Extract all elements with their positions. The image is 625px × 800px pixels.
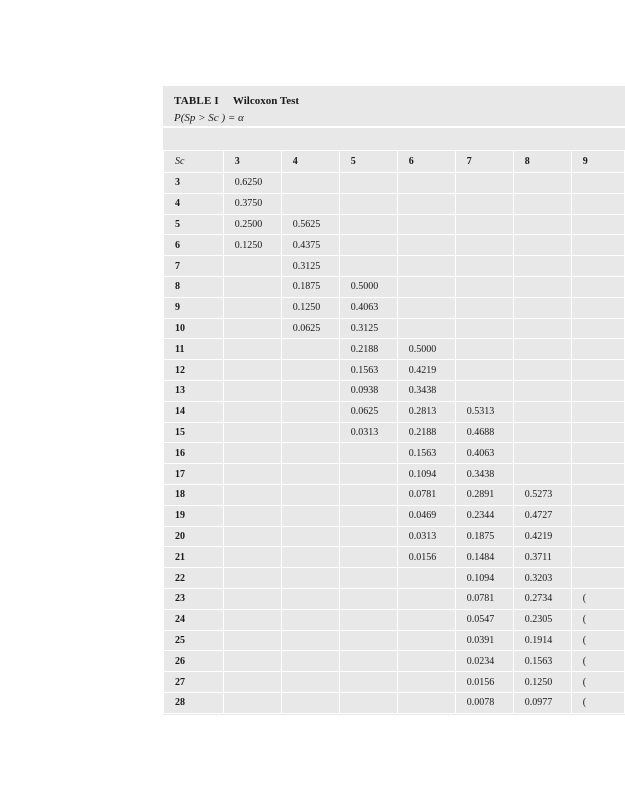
probability-cell — [571, 547, 624, 568]
table-body — [164, 173, 625, 714]
probability-cell — [339, 256, 397, 277]
probability-cell — [339, 235, 397, 256]
probability-cell — [397, 588, 455, 609]
table-row — [164, 318, 625, 339]
probability-cell: 0.4219 — [513, 526, 571, 547]
probability-cell: 0.0938 — [339, 380, 397, 401]
column-header: 9 — [571, 151, 624, 173]
probability-cell — [513, 256, 571, 277]
probability-cell — [397, 256, 455, 277]
probability-cell — [455, 256, 513, 277]
probability-cell: 0.2188 — [339, 339, 397, 360]
probability-cell: 0.0625 — [281, 318, 339, 339]
probability-cell — [455, 380, 513, 401]
probability-cell — [513, 360, 571, 381]
sc-cell: 5 — [164, 214, 224, 235]
table-label: TABLE I — [174, 95, 219, 107]
probability-cell: 0.2813 — [397, 401, 455, 422]
sc-cell: 3 — [164, 173, 224, 194]
table-row — [164, 360, 625, 381]
probability-cell — [281, 547, 339, 568]
sc-cell: 10 — [164, 318, 224, 339]
sc-cell: 24 — [164, 609, 224, 630]
sc-cell: 8 — [164, 276, 224, 297]
probability-cell: 0.3203 — [513, 568, 571, 589]
probability-cell — [281, 672, 339, 693]
probability-cell: 0.1563 — [513, 651, 571, 672]
column-header: 7 — [455, 151, 513, 173]
table-row — [164, 526, 625, 547]
probability-cell: 0.0078 — [455, 692, 513, 713]
probability-cell — [281, 588, 339, 609]
probability-cell — [339, 547, 397, 568]
sc-cell: 12 — [164, 360, 224, 381]
probability-cell: 0.0977 — [513, 692, 571, 713]
probability-cell — [571, 443, 624, 464]
probability-cell: 0.1250 — [281, 297, 339, 318]
sc-cell: 4 — [164, 193, 224, 214]
probability-cell — [281, 651, 339, 672]
probability-cell — [281, 568, 339, 589]
probability-cell — [513, 193, 571, 214]
probability-cell — [223, 692, 281, 713]
probability-cell: 0.4219 — [397, 360, 455, 381]
probability-cell — [339, 672, 397, 693]
table-row — [164, 443, 625, 464]
table-row — [164, 380, 625, 401]
probability-cell: 0.1914 — [513, 630, 571, 651]
probability-cell: 0.0156 — [455, 672, 513, 693]
probability-cell — [455, 339, 513, 360]
probability-cell — [571, 339, 624, 360]
column-header: 8 — [513, 151, 571, 173]
sc-cell: 19 — [164, 505, 224, 526]
sc-cell: 11 — [164, 339, 224, 360]
probability-cell — [513, 173, 571, 194]
probability-cell — [281, 464, 339, 485]
probability-cell — [223, 297, 281, 318]
probability-cell: 0.1563 — [397, 443, 455, 464]
probability-cell — [339, 609, 397, 630]
probability-cell — [281, 505, 339, 526]
probability-cell: 0.3125 — [281, 256, 339, 277]
column-header: 4 — [281, 151, 339, 173]
table-row — [164, 422, 625, 443]
table-row — [164, 547, 625, 568]
probability-cell — [339, 588, 397, 609]
table-row — [164, 568, 625, 589]
probability-cell — [513, 380, 571, 401]
probability-cell — [223, 609, 281, 630]
sc-cell: 9 — [164, 297, 224, 318]
sc-cell: 27 — [164, 672, 224, 693]
probability-cell: 0.4727 — [513, 505, 571, 526]
probability-cell — [571, 214, 624, 235]
probability-cell: 0.2891 — [455, 484, 513, 505]
column-header: 3 — [223, 151, 281, 173]
probability-cell — [223, 443, 281, 464]
probability-cell — [513, 464, 571, 485]
probability-cell — [223, 630, 281, 651]
probability-cell — [223, 547, 281, 568]
table-row — [164, 193, 625, 214]
probability-cell — [281, 173, 339, 194]
table-row — [164, 235, 625, 256]
sc-cell: 6 — [164, 235, 224, 256]
probability-cell — [571, 276, 624, 297]
probability-cell: 0.5313 — [455, 401, 513, 422]
probability-cell — [513, 318, 571, 339]
probability-cell — [281, 526, 339, 547]
sc-cell: 25 — [164, 630, 224, 651]
probability-cell — [455, 173, 513, 194]
probability-cell — [397, 672, 455, 693]
probability-cell — [455, 318, 513, 339]
probability-cell — [339, 214, 397, 235]
probability-cell: 0.1094 — [397, 464, 455, 485]
probability-cell — [339, 193, 397, 214]
table-row — [164, 401, 625, 422]
probability-cell — [571, 422, 624, 443]
probability-cell: 0.3750 — [223, 193, 281, 214]
table-formula: P(Sp > Sc ) = α — [174, 112, 244, 124]
probability-cell — [513, 422, 571, 443]
probability-cell — [223, 526, 281, 547]
caption-divider — [163, 126, 625, 128]
table-row — [164, 692, 625, 713]
probability-cell: 0.3125 — [339, 318, 397, 339]
probability-cell: 0.0234 — [455, 651, 513, 672]
probability-cell — [397, 609, 455, 630]
probability-cell — [223, 588, 281, 609]
probability-cell: 0.3711 — [513, 547, 571, 568]
probability-cell — [571, 401, 624, 422]
probability-cell: ( — [571, 609, 624, 630]
table-row — [164, 339, 625, 360]
sc-cell: 14 — [164, 401, 224, 422]
probability-cell — [281, 339, 339, 360]
probability-cell: 0.3438 — [455, 464, 513, 485]
probability-cell — [281, 692, 339, 713]
probability-cell: 0.4375 — [281, 235, 339, 256]
probability-cell — [455, 214, 513, 235]
sc-cell: 7 — [164, 256, 224, 277]
probability-cell — [397, 276, 455, 297]
probability-cell: 0.4688 — [455, 422, 513, 443]
probability-cell: 0.0313 — [339, 422, 397, 443]
probability-cell — [513, 339, 571, 360]
probability-cell — [223, 380, 281, 401]
probability-cell — [223, 276, 281, 297]
corner-header: Sc — [164, 151, 224, 173]
probability-cell: ( — [571, 588, 624, 609]
table-caption — [174, 93, 299, 126]
probability-cell — [339, 173, 397, 194]
probability-cell — [571, 193, 624, 214]
probability-cell — [397, 193, 455, 214]
probability-cell — [339, 651, 397, 672]
probability-cell: 0.1250 — [223, 235, 281, 256]
probability-cell — [513, 443, 571, 464]
probability-cell — [339, 464, 397, 485]
probability-cell: 0.0625 — [339, 401, 397, 422]
probability-cell — [223, 651, 281, 672]
table-row — [164, 256, 625, 277]
probability-cell — [513, 401, 571, 422]
probability-cell — [281, 193, 339, 214]
probability-cell — [281, 630, 339, 651]
probability-cell: 0.1875 — [455, 526, 513, 547]
probability-cell: 0.6250 — [223, 173, 281, 194]
probability-cell — [223, 360, 281, 381]
probability-cell: 0.5000 — [397, 339, 455, 360]
probability-cell — [455, 297, 513, 318]
probability-cell — [223, 484, 281, 505]
probability-cell — [397, 214, 455, 235]
probability-cell — [571, 235, 624, 256]
probability-cell — [513, 235, 571, 256]
probability-cell — [397, 692, 455, 713]
sc-cell: 15 — [164, 422, 224, 443]
probability-cell — [339, 484, 397, 505]
probability-cell: 0.2344 — [455, 505, 513, 526]
probability-cell: ( — [571, 672, 624, 693]
probability-cell — [571, 256, 624, 277]
probability-cell: 0.2500 — [223, 214, 281, 235]
probability-cell — [281, 609, 339, 630]
probability-cell — [339, 505, 397, 526]
probability-cell: 0.2734 — [513, 588, 571, 609]
probability-cell — [339, 692, 397, 713]
probability-cell — [397, 235, 455, 256]
table-title: Wilcoxon Test — [232, 95, 300, 107]
table-row — [164, 464, 625, 485]
probability-cell — [339, 443, 397, 464]
probability-cell — [513, 214, 571, 235]
table-row — [164, 588, 625, 609]
probability-cell — [513, 276, 571, 297]
probability-cell: 0.1094 — [455, 568, 513, 589]
probability-cell — [571, 505, 624, 526]
sc-cell: 21 — [164, 547, 224, 568]
header-row — [164, 151, 625, 173]
probability-cell — [223, 401, 281, 422]
probability-cell — [281, 380, 339, 401]
probability-cell: 0.2188 — [397, 422, 455, 443]
probability-cell: 0.0313 — [397, 526, 455, 547]
probability-cell — [281, 422, 339, 443]
probability-cell — [397, 630, 455, 651]
table-row — [164, 214, 625, 235]
probability-cell: 0.1875 — [281, 276, 339, 297]
probability-cell: 0.0156 — [397, 547, 455, 568]
probability-cell — [281, 401, 339, 422]
probability-cell — [223, 339, 281, 360]
sc-cell: 23 — [164, 588, 224, 609]
probability-cell — [339, 526, 397, 547]
probability-cell — [397, 297, 455, 318]
table-row — [164, 173, 625, 194]
wilcoxon-table — [163, 150, 625, 714]
sc-cell: 26 — [164, 651, 224, 672]
table-row — [164, 609, 625, 630]
probability-cell — [281, 443, 339, 464]
probability-cell — [223, 256, 281, 277]
probability-cell — [281, 360, 339, 381]
probability-cell — [223, 672, 281, 693]
sc-cell: 13 — [164, 380, 224, 401]
probability-cell — [223, 318, 281, 339]
probability-cell — [397, 568, 455, 589]
probability-cell — [571, 318, 624, 339]
table-row — [164, 630, 625, 651]
column-header: 5 — [339, 151, 397, 173]
probability-cell: ( — [571, 630, 624, 651]
probability-cell: 0.1484 — [455, 547, 513, 568]
table-row — [164, 484, 625, 505]
table-row — [164, 297, 625, 318]
table-row — [164, 672, 625, 693]
probability-cell — [339, 568, 397, 589]
sc-cell: 20 — [164, 526, 224, 547]
probability-cell: ( — [571, 692, 624, 713]
probability-cell — [571, 484, 624, 505]
probability-cell — [455, 235, 513, 256]
probability-cell — [397, 318, 455, 339]
probability-cell: 0.3438 — [397, 380, 455, 401]
probability-cell — [455, 276, 513, 297]
probability-cell: ( — [571, 651, 624, 672]
column-header: 6 — [397, 151, 455, 173]
probability-cell: 0.1250 — [513, 672, 571, 693]
sc-cell: 17 — [164, 464, 224, 485]
probability-cell: 0.0391 — [455, 630, 513, 651]
probability-cell: 0.0469 — [397, 505, 455, 526]
probability-cell: 0.0781 — [455, 588, 513, 609]
probability-cell — [571, 173, 624, 194]
probability-cell — [223, 505, 281, 526]
probability-cell — [339, 630, 397, 651]
probability-cell — [455, 193, 513, 214]
table-row — [164, 505, 625, 526]
sc-cell: 18 — [164, 484, 224, 505]
sc-cell: 16 — [164, 443, 224, 464]
sc-cell: 22 — [164, 568, 224, 589]
probability-cell — [223, 422, 281, 443]
probability-cell: 0.4063 — [339, 297, 397, 318]
probability-cell: 0.4063 — [455, 443, 513, 464]
probability-cell: 0.0781 — [397, 484, 455, 505]
probability-cell: 0.0547 — [455, 609, 513, 630]
probability-cell — [397, 173, 455, 194]
table-row — [164, 276, 625, 297]
probability-cell — [571, 380, 624, 401]
probability-cell — [281, 484, 339, 505]
probability-cell: 0.5000 — [339, 276, 397, 297]
probability-cell — [397, 651, 455, 672]
probability-cell: 0.1563 — [339, 360, 397, 381]
probability-cell — [223, 568, 281, 589]
probability-cell: 0.5625 — [281, 214, 339, 235]
probability-cell: 0.5273 — [513, 484, 571, 505]
probability-cell — [513, 297, 571, 318]
table-row — [164, 651, 625, 672]
probability-cell — [571, 526, 624, 547]
probability-cell — [571, 297, 624, 318]
probability-cell — [571, 360, 624, 381]
probability-cell — [571, 464, 624, 485]
probability-cell — [223, 464, 281, 485]
probability-cell — [571, 568, 624, 589]
probability-cell — [455, 360, 513, 381]
sc-cell: 28 — [164, 692, 224, 713]
probability-cell: 0.2305 — [513, 609, 571, 630]
